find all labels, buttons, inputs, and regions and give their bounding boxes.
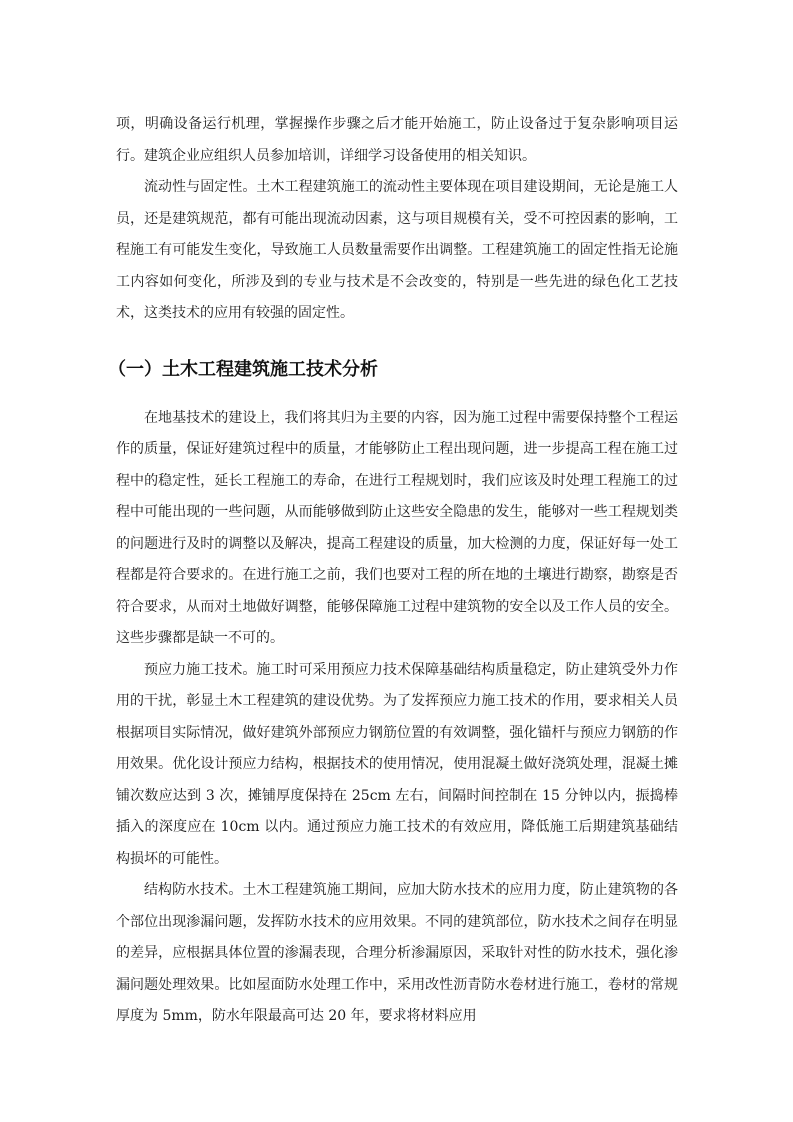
paragraph-mobility-fixity: 流动性与固定性。土木工程建筑施工的流动性主要体现在项目建设期间，无论是施工人员，还是建筑规范，都有可能出现流动因素，这与项目规模有关，受不可控因素的影响，工程施工有可能发生变化，导致施工人员数量需要作出调整。工程建筑施工的固定性指无论施工内容如何变化，所涉及到的专业与技术是不会改变的，特别是一些先进的绿色化工艺技术，这类技术的应用有较强的固定性。 <box>116 179 678 321</box>
section-heading: （一）土木工程建筑施工技术分析 <box>108 358 378 380</box>
paragraph-waterproof-technology: 结构防水技术。土木工程建筑施工期间，应加大防水技术的应用力度，防止建筑物的各个部位出现渗漏问题，发挥防水技术的应用效果。不同的建筑部位，防水技术之间存在明显的差异，应根据具体位置的渗漏表现，合理分析渗漏原因，采取针对性的防水技术，强化渗漏问题处理效果。比如屋面防水处理工作中，采用改性沥青防水卷材进行施工，卷材的常规厚度为 5mm，防水年限最高可达 20 年，要求将材料应用 <box>116 882 678 1024</box>
document-body <box>108 109 678 1033</box>
paragraph-prestress-technology: 预应力施工技术。施工时可采用预应力技术保障基础结构质量稳定，防止建筑受外力作用的干扰，彰显土木工程建筑的建设优势。为了发挥预应力施工技术的作用，要求相关人员根据项目实际情况，做好建筑外部预应力钢筋位置的有效调整，强化锚杆与预应力钢筋的作用效果。优化设计预应力结构，根据技术的使用情况，使用混凝土做好浇筑处理，混凝土摊铺次数应达到 3 次，摊铺厚度保持在 25cm 左右，间隔时间控制在 15 分钟以内，振捣棒插入的深度应在 10cm 以内。通过预应力施工技术的有效应用，降低施工后期建筑基础结构损坏的可能性。 <box>116 661 678 867</box>
paragraph-equipment-training: 项，明确设备运行机理，掌握操作步骤之后才能开始施工，防止设备过于复杂影响项目运行。建筑企业应组织人员参加培训，详细学习设备使用的相关知识。 <box>116 116 678 164</box>
paragraph-foundation-technology: 在地基技术的建设上，我们将其归为主要的内容，因为施工过程中需要保持整个工程运作的质量，保证好建筑过程中的质量，才能够防止工程出现问题，进一步提高工程在施工过程中的稳定性，延长工程施工的寿命，在进行工程规划时，我们应该及时处理工程施工的过程中可能出现的一些问题，从而能够做到防止这些安全隐患的发生，能够对一些工程规划类的问题进行及时的调整以及解决，提高工程建设的质量，加大检测的力度，保证好每一处工程都是符合要求的。在进行施工之前，我们也要对工程的所在地的土壤进行勘察，勘察是否符合要求，从而对土地做好调整，能够保障施工过程中建筑物的安全以及工作人员的安全。这些步骤都是缺一不可的。 <box>116 409 678 646</box>
